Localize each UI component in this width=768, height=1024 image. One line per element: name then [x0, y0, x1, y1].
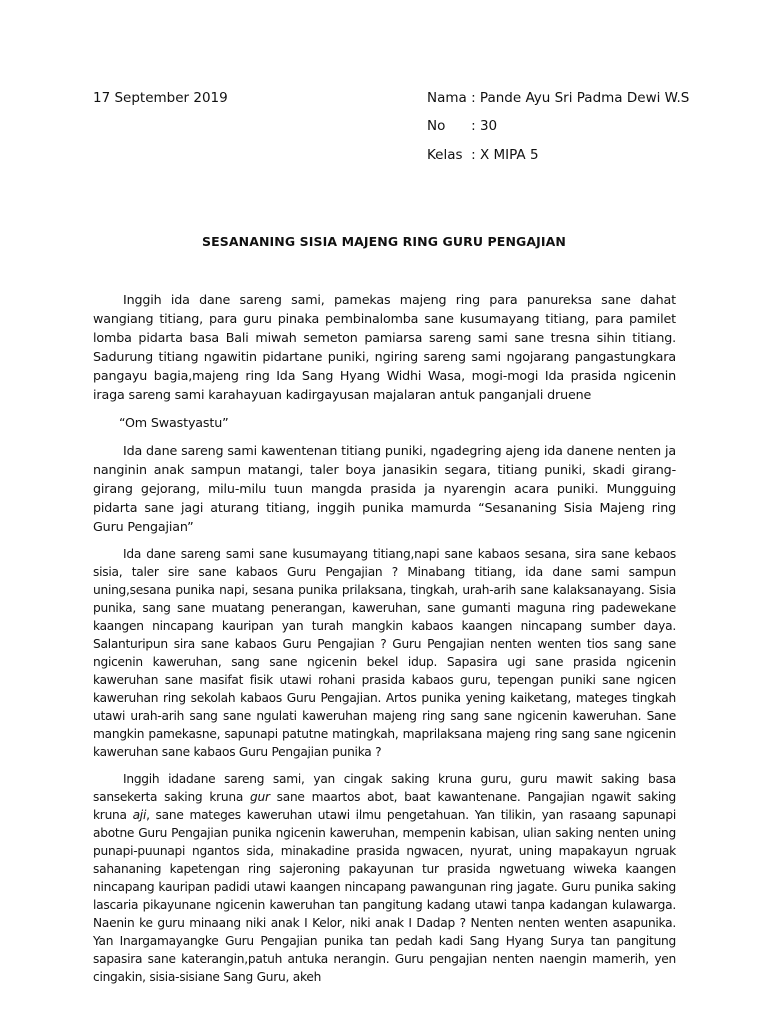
student-number: No : 30 — [427, 118, 498, 134]
student-class: Kelas : X MIPA 5 — [427, 147, 539, 163]
paragraph-definitions: Ida dane sareng sami sane kusumayang titiang,napi sane kabaos sesana, sira sane kebaos sisia, taler sire sane kabaos Guru Pengajian ? Minabang titiang, ida dane sami sampun uning,sesana punika napi, sesana punika prilaksana, tingkah, urah-arih sane kalaksanayang. Sisia punika, sang sane muatang penerangan, kaweruhan, sane gumanti maguna ring padewekane kaangen nincapang kauripan yan turah mangkin kabaos kaangen nincapang sumber daya. Salanturipun sira sane kabaos Guru Pengajian ? Guru Pengajian nenten wenten tios sang sane ngicenin kaweruhan, sang sane ngicenin bekel idup. Sapasira ugi sane prasida ngicenin kaweruhan sane masifat fisik utawi rohani prasida kabaos guru, tepengan puniki sane ngicen kaweruhan ring sekolah kabaos Guru Pengajian. Artos punika yening kaiketang, mateges tingkah utawi urah-arih sang sane ngulati kaweruhan majeng ring sang sane ngicenin kaweruhan. Sane mangkin pamekasne, sapunapi patutne matingkah, maprilaksana majeng ring sang sane ngicenin kaweruhan sane kabaos Guru Pengajian punika ? — [93, 547, 676, 759]
italic-term-gur: gur — [249, 790, 270, 804]
paragraph-introduction: Ida dane sareng sami kawentenan titiang puniki, ngadegring ajeng ida danene nenten ja nanginin anak sampun matangi, taler boya janasikin segara, titiang puniki, skadi girang-girang gejorang, milu-milu tuun mangda prasida ja nyarengin acara puniki. Mungguing pidarta sane jagi aturang titiang, inggih punika mamurda “Sesananing Sisia Majeng ring Guru Pengajian” — [93, 443, 676, 534]
italic-term-aji: aji — [132, 808, 147, 822]
paragraph-text: , sane mateges kaweruhan utawi ilmu pengetahuan. Yan tilikin, yan rasaang sapunapi abotne Guru Pengajian punika ngicenin kaweruhan, mempenin kabisan, ulian saking nenten uning punapi-puunapi ngantos sida, minakadine prasida ngwacen, nyurat, uning mapakayun ngruak sahananing kapetengan ring sajeroning pakayunan tur prasida ngwetuang wiweka kaangen nincapang kauripan padidi utawi kaangen nincapang pawangunan ring jagate. Guru punika saking lascaria pikayunane ngicenin kaweruhan tan pangitung kadang utawi tanpa kadangan kulawarga. Naenin ke guru minaang niki anak I Kelor, niki anak I Dadap ? Nenten nenten wenten asapunika. Yan Inargamayangke Guru Pengajian punika tan pedah kadi Sang Hyang Surya tan pangitung sapasira sane katerangin,patuh antuka nerangin. Guru pengajian nenten naengin mamerih, yen cingakin, sisia-sisiane Sang Guru, akeh — [93, 808, 676, 984]
document-body — [93, 290, 676, 995]
paragraph-greeting: “Om Swastyastu” — [119, 415, 229, 430]
paragraph-opening: Inggih ida dane sareng sami, pamekas majeng ring para panureksa sane dahat wangiang titiang, para guru pinaka pembinalomba sane kusumayang titiang, para pamilet lomba pidarta basa Bali miwah semeton pamiarsa sareng sami sane tresna sihin titiang. Sadurung titiang ngawitin pidartane puniki, ngiring sareng sami ngojarang pangastungkara pangayu bagia,majeng ring Ida Sang Hyang Widhi Wasa, mogi-mogi Ida prasida ngicenin iraga sareng sami karahayuan kadirgayusan majalaran antuk panganjali druene — [93, 292, 676, 402]
paragraph-text: Inggih idadane sareng sami, yan cingak saking kruna guru, guru mawit saking basa sansekerta saking kruna — [93, 772, 676, 804]
document-date: 17 September 2019 — [93, 90, 228, 106]
student-name: Nama : Pande Ayu Sri Padma Dewi W.S — [427, 90, 690, 106]
paragraph-guru-meaning — [93, 770, 676, 986]
document-title: SESANANING SISIA MAJENG RING GURU PENGAJIAN — [202, 234, 566, 249]
paragraph-text: sane maartos abot, baat kawantenane. Pangajian ngawit saking kruna — [93, 790, 676, 822]
